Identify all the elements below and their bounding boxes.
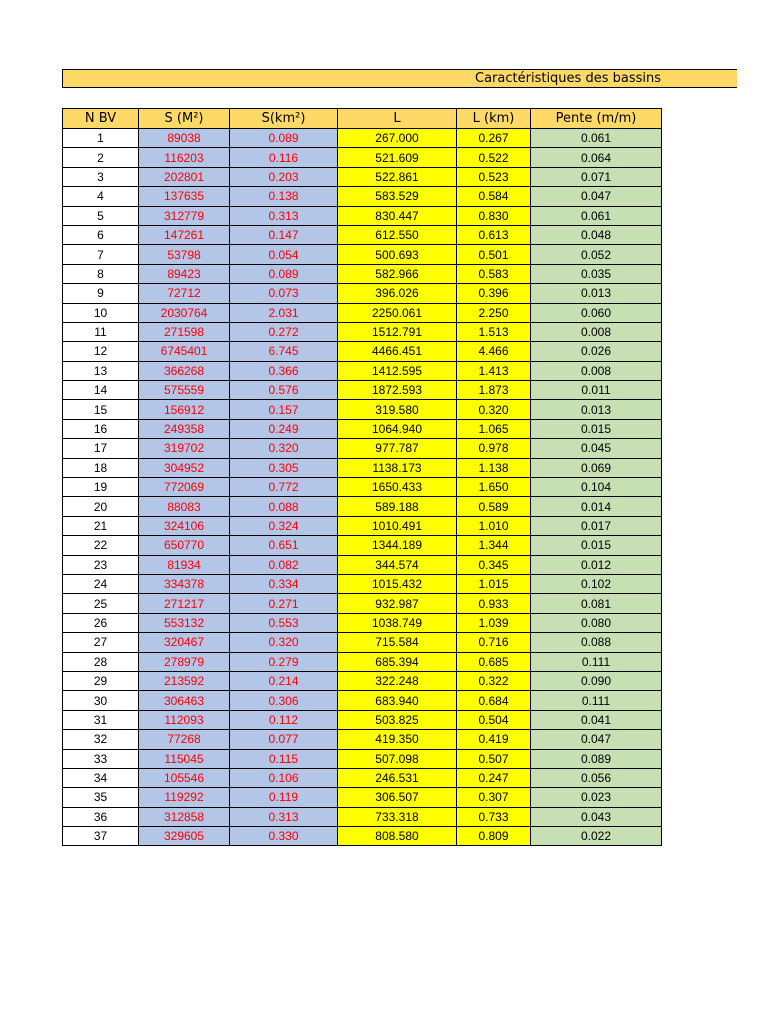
- cell-slope[interactable]: 0.056: [531, 768, 662, 787]
- table-body: [63, 129, 662, 846]
- cell-area-km2[interactable]: 0.082: [230, 555, 338, 574]
- cell-length-km[interactable]: 1.065: [457, 419, 531, 438]
- cell-area-km2[interactable]: 0.214: [230, 671, 338, 690]
- header-length-km: L (km): [457, 109, 531, 129]
- table-row: [63, 594, 662, 613]
- cell-length[interactable]: 589.188: [338, 497, 457, 516]
- cell-area-m2[interactable]: 249358: [139, 419, 230, 438]
- cell-length-km[interactable]: 1.138: [457, 458, 531, 477]
- cell-length[interactable]: 1138.173: [338, 458, 457, 477]
- cell-area-m2[interactable]: 77268: [139, 730, 230, 749]
- cell-length[interactable]: 4466.451: [338, 342, 457, 361]
- cell-length-km[interactable]: 0.933: [457, 594, 531, 613]
- cell-slope[interactable]: 0.088: [531, 633, 662, 652]
- cell-slope[interactable]: 0.080: [531, 613, 662, 632]
- cell-length-km[interactable]: 1.344: [457, 536, 531, 555]
- cell-slope[interactable]: 0.014: [531, 497, 662, 516]
- table-row: [63, 381, 662, 400]
- table-row: [63, 749, 662, 768]
- table-row: [63, 633, 662, 652]
- cell-length-km[interactable]: 1.513: [457, 322, 531, 341]
- header-slope: Pente (m/m): [531, 109, 662, 129]
- cell-area-km2[interactable]: 0.279: [230, 652, 338, 671]
- cell-area-m2[interactable]: 772069: [139, 478, 230, 497]
- cell-nbv[interactable]: 21: [63, 516, 139, 535]
- table-row: [63, 206, 662, 225]
- cell-nbv[interactable]: 33: [63, 749, 139, 768]
- table-row: [63, 361, 662, 380]
- cell-slope[interactable]: 0.061: [531, 206, 662, 225]
- cell-nbv[interactable]: 32: [63, 730, 139, 749]
- table-row: [63, 497, 662, 516]
- cell-area-m2[interactable]: 312779: [139, 206, 230, 225]
- cell-area-m2[interactable]: 304952: [139, 458, 230, 477]
- cell-nbv[interactable]: 35: [63, 788, 139, 807]
- title-bar: [62, 69, 737, 88]
- cell-length-km[interactable]: 1.015: [457, 574, 531, 593]
- header-nbv: N BV: [63, 109, 139, 129]
- cell-area-km2[interactable]: 0.305: [230, 458, 338, 477]
- cell-area-km2[interactable]: 0.157: [230, 400, 338, 419]
- cell-length[interactable]: 733.318: [338, 807, 457, 826]
- cell-area-m2[interactable]: 334378: [139, 574, 230, 593]
- table-row: [63, 129, 662, 148]
- cell-area-m2[interactable]: 115045: [139, 749, 230, 768]
- table-row: [63, 245, 662, 264]
- cell-area-m2[interactable]: 81934: [139, 555, 230, 574]
- cell-length-km[interactable]: 0.584: [457, 187, 531, 206]
- cell-area-m2[interactable]: 366268: [139, 361, 230, 380]
- cell-area-m2[interactable]: 72712: [139, 284, 230, 303]
- cell-slope[interactable]: 0.047: [531, 730, 662, 749]
- cell-nbv[interactable]: 27: [63, 633, 139, 652]
- cell-area-m2[interactable]: 319702: [139, 439, 230, 458]
- cell-area-km2[interactable]: 0.115: [230, 749, 338, 768]
- cell-length[interactable]: 583.529: [338, 187, 457, 206]
- table-row: [63, 264, 662, 283]
- cell-slope[interactable]: 0.064: [531, 148, 662, 167]
- cell-slope[interactable]: 0.015: [531, 536, 662, 555]
- cell-length[interactable]: 396.026: [338, 284, 457, 303]
- table-row: [63, 652, 662, 671]
- cell-slope[interactable]: 0.035: [531, 264, 662, 283]
- cell-length[interactable]: 977.787: [338, 439, 457, 458]
- cell-nbv[interactable]: 31: [63, 710, 139, 729]
- cell-area-m2[interactable]: 213592: [139, 671, 230, 690]
- table-row: [63, 555, 662, 574]
- cell-area-m2[interactable]: 650770: [139, 536, 230, 555]
- cell-length[interactable]: 1010.491: [338, 516, 457, 535]
- cell-area-m2[interactable]: 312858: [139, 807, 230, 826]
- cell-nbv[interactable]: 37: [63, 827, 139, 846]
- cell-area-m2[interactable]: 89038: [139, 129, 230, 148]
- cell-length[interactable]: 500.693: [338, 245, 457, 264]
- cell-length-km[interactable]: 0.684: [457, 691, 531, 710]
- cell-slope[interactable]: 0.013: [531, 284, 662, 303]
- cell-nbv[interactable]: 6: [63, 225, 139, 244]
- cell-nbv[interactable]: 36: [63, 807, 139, 826]
- cell-nbv[interactable]: 13: [63, 361, 139, 380]
- cell-nbv[interactable]: 5: [63, 206, 139, 225]
- cell-area-km2[interactable]: 0.112: [230, 710, 338, 729]
- cell-length-km[interactable]: 0.507: [457, 749, 531, 768]
- cell-slope[interactable]: 0.047: [531, 187, 662, 206]
- cell-length[interactable]: 246.531: [338, 768, 457, 787]
- cell-length[interactable]: 306.507: [338, 788, 457, 807]
- cell-length[interactable]: 1412.595: [338, 361, 457, 380]
- cell-area-km2[interactable]: 0.073: [230, 284, 338, 303]
- cell-length-km[interactable]: 0.830: [457, 206, 531, 225]
- cell-nbv[interactable]: 30: [63, 691, 139, 710]
- table-row: [63, 187, 662, 206]
- cell-area-km2[interactable]: 2.031: [230, 303, 338, 322]
- cell-area-km2[interactable]: 0.077: [230, 730, 338, 749]
- cell-length-km[interactable]: 0.501: [457, 245, 531, 264]
- table-row: [63, 691, 662, 710]
- cell-area-km2[interactable]: 0.106: [230, 768, 338, 787]
- cell-length-km[interactable]: 0.504: [457, 710, 531, 729]
- cell-length-km[interactable]: 0.396: [457, 284, 531, 303]
- table-row: [63, 807, 662, 826]
- cell-slope[interactable]: 0.104: [531, 478, 662, 497]
- cell-area-m2[interactable]: 119292: [139, 788, 230, 807]
- cell-length-km[interactable]: 1.039: [457, 613, 531, 632]
- cell-area-km2[interactable]: 0.306: [230, 691, 338, 710]
- cell-nbv[interactable]: 20: [63, 497, 139, 516]
- cell-area-m2[interactable]: 553132: [139, 613, 230, 632]
- cell-length[interactable]: 322.248: [338, 671, 457, 690]
- cell-length[interactable]: 1344.189: [338, 536, 457, 555]
- cell-length[interactable]: 1512.791: [338, 322, 457, 341]
- header-area-km2: S(km²): [230, 109, 338, 129]
- table-row: [63, 478, 662, 497]
- cell-area-km2[interactable]: 0.366: [230, 361, 338, 380]
- cell-slope[interactable]: 0.090: [531, 671, 662, 690]
- cell-length-km[interactable]: 0.267: [457, 129, 531, 148]
- cell-length[interactable]: 419.350: [338, 730, 457, 749]
- cell-slope[interactable]: 0.026: [531, 342, 662, 361]
- cell-area-m2[interactable]: 6745401: [139, 342, 230, 361]
- table-row: [63, 342, 662, 361]
- table-row: [63, 574, 662, 593]
- cell-nbv[interactable]: 25: [63, 594, 139, 613]
- cell-length-km[interactable]: 0.419: [457, 730, 531, 749]
- cell-area-m2[interactable]: 137635: [139, 187, 230, 206]
- cell-area-m2[interactable]: 202801: [139, 167, 230, 186]
- cell-length[interactable]: 612.550: [338, 225, 457, 244]
- cell-slope[interactable]: 0.023: [531, 788, 662, 807]
- cell-length-km[interactable]: 0.523: [457, 167, 531, 186]
- cell-length-km[interactable]: 0.685: [457, 652, 531, 671]
- cell-slope[interactable]: 0.045: [531, 439, 662, 458]
- cell-nbv[interactable]: 12: [63, 342, 139, 361]
- table-row: [63, 303, 662, 322]
- cell-area-m2[interactable]: 112093: [139, 710, 230, 729]
- basin-characteristics-table: [62, 108, 662, 846]
- cell-nbv[interactable]: 9: [63, 284, 139, 303]
- cell-nbv[interactable]: 23: [63, 555, 139, 574]
- cell-slope[interactable]: 0.052: [531, 245, 662, 264]
- cell-slope[interactable]: 0.089: [531, 749, 662, 768]
- cell-length-km[interactable]: 0.345: [457, 555, 531, 574]
- cell-area-m2[interactable]: 53798: [139, 245, 230, 264]
- cell-nbv[interactable]: 26: [63, 613, 139, 632]
- table-row: [63, 710, 662, 729]
- table-row: [63, 788, 662, 807]
- cell-area-km2[interactable]: 0.249: [230, 419, 338, 438]
- cell-area-m2[interactable]: 156912: [139, 400, 230, 419]
- cell-slope[interactable]: 0.061: [531, 129, 662, 148]
- cell-length-km[interactable]: 0.320: [457, 400, 531, 419]
- cell-length[interactable]: 685.394: [338, 652, 457, 671]
- cell-length-km[interactable]: 0.247: [457, 768, 531, 787]
- cell-length[interactable]: 830.447: [338, 206, 457, 225]
- cell-length-km[interactable]: 0.583: [457, 264, 531, 283]
- cell-area-km2[interactable]: 0.651: [230, 536, 338, 555]
- table-row: [63, 284, 662, 303]
- table-row: [63, 148, 662, 167]
- cell-length-km[interactable]: 0.733: [457, 807, 531, 826]
- cell-area-km2[interactable]: 0.324: [230, 516, 338, 535]
- cell-slope[interactable]: 0.041: [531, 710, 662, 729]
- cell-length[interactable]: 267.000: [338, 129, 457, 148]
- table-row: [63, 768, 662, 787]
- cell-length[interactable]: 319.580: [338, 400, 457, 419]
- cell-length[interactable]: 522.861: [338, 167, 457, 186]
- header-area-m2: S (M²): [139, 109, 230, 129]
- cell-area-m2[interactable]: 2030764: [139, 303, 230, 322]
- cell-length[interactable]: 932.987: [338, 594, 457, 613]
- table-row: [63, 827, 662, 846]
- cell-nbv[interactable]: 15: [63, 400, 139, 419]
- cell-area-km2[interactable]: 0.313: [230, 206, 338, 225]
- table-row: [63, 613, 662, 632]
- cell-area-m2[interactable]: 324106: [139, 516, 230, 535]
- table-row: [63, 225, 662, 244]
- cell-nbv[interactable]: 28: [63, 652, 139, 671]
- cell-area-km2[interactable]: 0.119: [230, 788, 338, 807]
- cell-length[interactable]: 344.574: [338, 555, 457, 574]
- cell-area-km2[interactable]: 0.334: [230, 574, 338, 593]
- cell-slope[interactable]: 0.011: [531, 381, 662, 400]
- cell-nbv[interactable]: 8: [63, 264, 139, 283]
- table-row: [63, 439, 662, 458]
- cell-area-m2[interactable]: 147261: [139, 225, 230, 244]
- cell-slope[interactable]: 0.012: [531, 555, 662, 574]
- cell-length-km[interactable]: 0.522: [457, 148, 531, 167]
- cell-length-km[interactable]: 0.589: [457, 497, 531, 516]
- cell-slope[interactable]: 0.102: [531, 574, 662, 593]
- cell-length-km[interactable]: 0.307: [457, 788, 531, 807]
- cell-slope[interactable]: 0.111: [531, 691, 662, 710]
- table-row: [63, 516, 662, 535]
- cell-area-km2[interactable]: 0.772: [230, 478, 338, 497]
- table-row: [63, 167, 662, 186]
- cell-area-m2[interactable]: 89423: [139, 264, 230, 283]
- cell-area-km2[interactable]: 0.330: [230, 827, 338, 846]
- cell-slope[interactable]: 0.013: [531, 400, 662, 419]
- table-row: [63, 322, 662, 341]
- cell-nbv[interactable]: 1: [63, 129, 139, 148]
- cell-length[interactable]: 683.940: [338, 691, 457, 710]
- cell-nbv[interactable]: 4: [63, 187, 139, 206]
- cell-area-m2[interactable]: 329605: [139, 827, 230, 846]
- cell-area-km2[interactable]: 0.320: [230, 633, 338, 652]
- cell-length-km[interactable]: 1.873: [457, 381, 531, 400]
- cell-length-km[interactable]: 2.250: [457, 303, 531, 322]
- cell-area-km2[interactable]: 0.271: [230, 594, 338, 613]
- cell-slope[interactable]: 0.043: [531, 807, 662, 826]
- header-row: [63, 109, 662, 129]
- cell-length-km[interactable]: 0.978: [457, 439, 531, 458]
- cell-length-km[interactable]: 1.650: [457, 478, 531, 497]
- cell-length[interactable]: 1015.432: [338, 574, 457, 593]
- cell-nbv[interactable]: 22: [63, 536, 139, 555]
- cell-area-m2[interactable]: 88083: [139, 497, 230, 516]
- cell-area-km2[interactable]: 0.089: [230, 264, 338, 283]
- cell-length-km[interactable]: 1.010: [457, 516, 531, 535]
- cell-slope[interactable]: 0.069: [531, 458, 662, 477]
- cell-nbv[interactable]: 18: [63, 458, 139, 477]
- cell-area-km2[interactable]: 0.147: [230, 225, 338, 244]
- table-row: [63, 458, 662, 477]
- cell-area-km2[interactable]: 0.320: [230, 439, 338, 458]
- cell-area-m2[interactable]: 320467: [139, 633, 230, 652]
- cell-slope[interactable]: 0.048: [531, 225, 662, 244]
- cell-area-m2[interactable]: 116203: [139, 148, 230, 167]
- cell-slope[interactable]: 0.071: [531, 167, 662, 186]
- cell-slope[interactable]: 0.017: [531, 516, 662, 535]
- cell-area-km2[interactable]: 0.272: [230, 322, 338, 341]
- cell-area-km2[interactable]: 0.138: [230, 187, 338, 206]
- cell-nbv[interactable]: 7: [63, 245, 139, 264]
- cell-area-m2[interactable]: 271217: [139, 594, 230, 613]
- header-length: L: [338, 109, 457, 129]
- cell-length-km[interactable]: 0.322: [457, 671, 531, 690]
- cell-area-m2[interactable]: 306463: [139, 691, 230, 710]
- table-row: [63, 419, 662, 438]
- cell-length[interactable]: 521.609: [338, 148, 457, 167]
- cell-length[interactable]: 1650.433: [338, 478, 457, 497]
- cell-length-km[interactable]: 1.413: [457, 361, 531, 380]
- cell-slope[interactable]: 0.060: [531, 303, 662, 322]
- cell-slope[interactable]: 0.022: [531, 827, 662, 846]
- cell-length[interactable]: 808.580: [338, 827, 457, 846]
- cell-slope[interactable]: 0.008: [531, 322, 662, 341]
- cell-length[interactable]: 503.825: [338, 710, 457, 729]
- cell-nbv[interactable]: 11: [63, 322, 139, 341]
- cell-area-m2[interactable]: 271598: [139, 322, 230, 341]
- cell-nbv[interactable]: 16: [63, 419, 139, 438]
- cell-area-km2[interactable]: 0.054: [230, 245, 338, 264]
- cell-nbv[interactable]: 29: [63, 671, 139, 690]
- cell-nbv[interactable]: 2: [63, 148, 139, 167]
- cell-area-km2[interactable]: 0.313: [230, 807, 338, 826]
- cell-area-km2[interactable]: 0.089: [230, 129, 338, 148]
- cell-area-km2[interactable]: 0.116: [230, 148, 338, 167]
- table-row: [63, 400, 662, 419]
- cell-nbv[interactable]: 19: [63, 478, 139, 497]
- sheet-title: Caractéristiques des bassins: [475, 71, 661, 86]
- cell-area-m2[interactable]: 278979: [139, 652, 230, 671]
- cell-area-km2[interactable]: 0.553: [230, 613, 338, 632]
- cell-length[interactable]: 1872.593: [338, 381, 457, 400]
- cell-length[interactable]: 582.966: [338, 264, 457, 283]
- cell-length-km[interactable]: 0.809: [457, 827, 531, 846]
- cell-nbv[interactable]: 24: [63, 574, 139, 593]
- cell-area-m2[interactable]: 575559: [139, 381, 230, 400]
- cell-length[interactable]: 2250.061: [338, 303, 457, 322]
- cell-area-km2[interactable]: 0.576: [230, 381, 338, 400]
- cell-length[interactable]: 1064.940: [338, 419, 457, 438]
- table-row: [63, 536, 662, 555]
- cell-length-km[interactable]: 0.613: [457, 225, 531, 244]
- cell-nbv[interactable]: 34: [63, 768, 139, 787]
- cell-length[interactable]: 715.584: [338, 633, 457, 652]
- cell-area-m2[interactable]: 105546: [139, 768, 230, 787]
- cell-slope[interactable]: 0.015: [531, 419, 662, 438]
- cell-area-km2[interactable]: 6.745: [230, 342, 338, 361]
- cell-area-km2[interactable]: 0.203: [230, 167, 338, 186]
- table-row: [63, 730, 662, 749]
- cell-nbv[interactable]: 17: [63, 439, 139, 458]
- cell-length[interactable]: 507.098: [338, 749, 457, 768]
- cell-slope[interactable]: 0.111: [531, 652, 662, 671]
- cell-length[interactable]: 1038.749: [338, 613, 457, 632]
- cell-nbv[interactable]: 3: [63, 167, 139, 186]
- cell-length-km[interactable]: 0.716: [457, 633, 531, 652]
- cell-slope[interactable]: 0.081: [531, 594, 662, 613]
- cell-slope[interactable]: 0.008: [531, 361, 662, 380]
- table-row: [63, 671, 662, 690]
- cell-length-km[interactable]: 4.466: [457, 342, 531, 361]
- cell-nbv[interactable]: 14: [63, 381, 139, 400]
- cell-area-km2[interactable]: 0.088: [230, 497, 338, 516]
- cell-nbv[interactable]: 10: [63, 303, 139, 322]
